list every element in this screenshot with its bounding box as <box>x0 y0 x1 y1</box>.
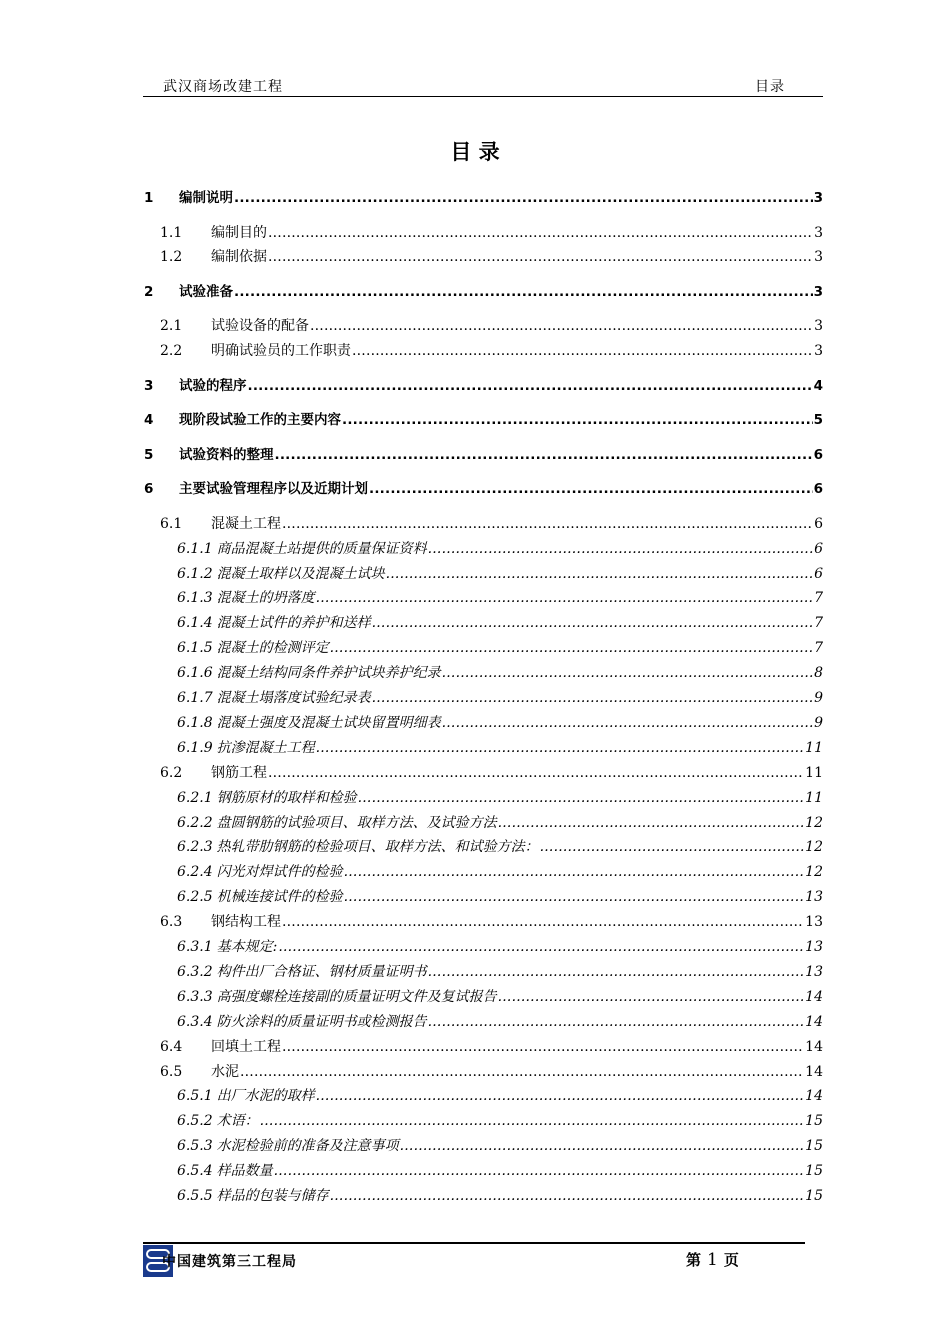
toc-entry-title: 构件出厂合格证、钢材质量证明书 <box>216 964 427 980</box>
toc-entry-title: 编制目的 <box>211 225 267 241</box>
toc-entry-title: 试验设备的配备 <box>211 318 309 334</box>
toc-entry-page: 13 <box>805 964 823 980</box>
toc-entry-title: 混凝土结构同条件养护试块养护纪录 <box>216 665 441 681</box>
toc-entry-title: 混凝土工程 <box>211 516 281 532</box>
toc-entry[interactable] <box>143 934 823 956</box>
toc-entry-title: 水泥检验前的准备及注意事项 <box>216 1138 399 1154</box>
toc-leader-dots <box>316 739 805 757</box>
toc-entry-page: 15 <box>805 1188 823 1204</box>
toc-entry-title: 闪光对焊试件的检验 <box>216 864 343 880</box>
toc-entry-title: 混凝土的检测评定 <box>216 640 329 656</box>
toc-entry-number: 6.5.3 <box>177 1138 213 1154</box>
page-title: 目 录 <box>450 140 500 164</box>
toc-entry-page: 6 <box>814 541 823 557</box>
toc-leader-dots <box>282 913 804 931</box>
toc-entry[interactable] <box>143 959 823 981</box>
toc-entry-page: 4 <box>813 378 823 394</box>
toc-entry-page: 3 <box>813 284 823 300</box>
toc-entry-page: 14 <box>805 989 823 1005</box>
toc-leader-dots <box>268 764 804 782</box>
toc-leader-dots <box>240 1063 804 1081</box>
toc-leader-dots <box>442 714 813 732</box>
toc-entry-page: 5 <box>813 412 823 428</box>
toc-entry-number: 6.3.4 <box>177 1014 213 1030</box>
toc-entry-number: 6.2 <box>160 765 183 781</box>
toc-entry-number: 6.4 <box>160 1039 183 1055</box>
toc-entry-number: 6.5.1 <box>177 1088 213 1104</box>
toc-entry[interactable] <box>143 859 823 881</box>
toc-entry[interactable] <box>143 1158 823 1180</box>
toc-entry-number: 6 <box>144 481 154 497</box>
toc-entry-number: 6.1.7 <box>177 690 213 706</box>
toc-leader-dots <box>268 248 813 266</box>
toc-entry-page: 7 <box>814 615 823 631</box>
toc-entry[interactable] <box>143 1083 823 1105</box>
toc-entry-title: 样品数量 <box>216 1163 273 1179</box>
toc-entry[interactable] <box>143 984 823 1006</box>
toc-entry[interactable] <box>143 1059 823 1081</box>
page-suffix: 页 <box>723 1251 739 1269</box>
toc-entry-title: 回填土工程 <box>211 1039 281 1055</box>
toc-entry-number: 6.1.5 <box>177 640 213 656</box>
toc-entry-title: 试验准备 <box>179 284 233 300</box>
toc-entry-page: 15 <box>805 1163 823 1179</box>
toc-entry-number: 5 <box>144 447 154 463</box>
toc-entry-title: 样品的包装与储存 <box>216 1188 329 1204</box>
toc-leader-dots <box>372 614 813 632</box>
toc-leader-dots <box>282 1038 804 1056</box>
toc-entry-page: 6 <box>813 447 823 463</box>
toc-entry-title: 基本规定: <box>216 939 278 955</box>
toc-entry-number: 6.5.4 <box>177 1163 213 1179</box>
toc-leader-dots <box>540 838 805 856</box>
toc-entry-title: 混凝土塌落度试验纪录表 <box>216 690 371 706</box>
toc-entry-number: 3 <box>144 378 154 394</box>
toc-entry-title: 高强度螺栓连接副的质量证明文件及复试报告 <box>216 989 497 1005</box>
toc-entry-page: 15 <box>805 1138 823 1154</box>
footer-page-number <box>686 1249 739 1270</box>
toc-leader-dots <box>282 515 813 533</box>
toc-entry-page: 14 <box>805 1014 823 1030</box>
toc-entry-page: 6 <box>814 516 823 532</box>
toc-entry-number: 6.2.5 <box>177 889 213 905</box>
toc-leader-dots <box>428 963 805 981</box>
toc-entry-page: 11 <box>805 765 823 781</box>
toc-entry-number: 6.5.2 <box>177 1113 213 1129</box>
toc-entry[interactable] <box>143 407 823 429</box>
toc-entry-page: 15 <box>805 1113 823 1129</box>
toc-entry[interactable] <box>143 442 823 464</box>
toc-entry-page: 14 <box>805 1064 823 1080</box>
toc-entry-page: 12 <box>805 864 823 880</box>
header-project-name: 武汉商场改建工程 <box>163 79 283 95</box>
toc-entry-page: 3 <box>814 343 823 359</box>
toc-entry-title: 抗渗混凝土工程 <box>216 740 315 756</box>
toc-entry-number: 6.5.5 <box>177 1188 213 1204</box>
toc-leader-dots <box>330 639 813 657</box>
toc-entry-page: 3 <box>814 249 823 265</box>
toc-entry-number: 6.1.8 <box>177 715 213 731</box>
toc-entry-number: 6.1 <box>160 516 183 532</box>
toc-leader-dots <box>274 1162 805 1180</box>
toc-leader-dots <box>234 189 813 207</box>
toc-entry-number: 6.2.2 <box>177 815 213 831</box>
toc-entry-number: 6.3.1 <box>177 939 213 955</box>
toc-entry[interactable] <box>143 785 823 807</box>
toc-leader-dots <box>344 863 805 881</box>
toc-entry-number: 6.2.3 <box>177 839 213 855</box>
toc-entry-title: 热轧带肋钢筋的检验项目、取样方法、和试验方法： <box>216 839 539 855</box>
toc-entry[interactable] <box>143 185 823 207</box>
toc-entry[interactable] <box>143 1183 823 1205</box>
toc-entry-page: 13 <box>805 889 823 905</box>
toc-entry-title: 编制依据 <box>211 249 267 265</box>
toc-entry[interactable] <box>143 760 823 782</box>
toc-entry-page: 9 <box>814 690 823 706</box>
toc-entry-page: 11 <box>805 740 823 756</box>
toc-entry-number: 6.1.4 <box>177 615 213 631</box>
page-prefix: 第 <box>686 1251 702 1269</box>
toc-entry-page: 6 <box>814 566 823 582</box>
toc-entry-page: 11 <box>805 790 823 806</box>
toc-entry-number: 1 <box>144 190 154 206</box>
toc-entry[interactable] <box>143 610 823 632</box>
footer-company-name: 中国建筑第三工程局 <box>162 1254 297 1270</box>
toc-leader-dots <box>260 1112 805 1130</box>
toc-entry[interactable] <box>143 1133 823 1155</box>
toc-entry[interactable] <box>143 810 823 832</box>
toc-entry-number: 6.1.9 <box>177 740 213 756</box>
toc-entry-page: 13 <box>805 939 823 955</box>
toc-entry-title: 机械连接试件的检验 <box>216 889 343 905</box>
toc-entry-title: 混凝土强度及混凝土试块留置明细表 <box>216 715 441 731</box>
toc-entry-title: 商品混凝土站提供的质量保证资料 <box>216 541 427 557</box>
toc-entry-page: 8 <box>814 665 823 681</box>
toc-leader-dots <box>234 283 813 301</box>
toc-entry[interactable] <box>143 561 823 583</box>
toc-leader-dots <box>358 789 805 807</box>
toc-leader-dots <box>248 377 813 395</box>
footer-divider <box>143 1242 805 1244</box>
toc-leader-dots <box>400 1137 805 1155</box>
toc-entry-title: 现阶段试验工作的主要内容 <box>179 412 341 428</box>
toc-entry-number: 6.3 <box>160 914 183 930</box>
toc-entry-page: 6 <box>813 481 823 497</box>
toc-entry-number: 6.2.4 <box>177 864 213 880</box>
toc-entry-page: 12 <box>805 815 823 831</box>
toc-entry-title: 主要试验管理程序以及近期计划 <box>179 481 368 497</box>
toc-entry-title: 盘圆钢筋的试验项目、取样方法、及试验方法 <box>216 815 497 831</box>
toc-entry-number: 6.1.3 <box>177 590 213 606</box>
toc-entry[interactable] <box>143 685 823 707</box>
toc-leader-dots <box>342 411 813 429</box>
toc-leader-dots <box>330 1187 805 1205</box>
toc-leader-dots <box>442 664 813 682</box>
toc-entry-page: 12 <box>805 839 823 855</box>
toc-leader-dots <box>278 938 804 956</box>
toc-leader-dots <box>369 480 813 498</box>
toc-entry[interactable] <box>143 1034 823 1056</box>
toc-entry-page: 3 <box>814 318 823 334</box>
toc-entry[interactable] <box>143 635 823 657</box>
toc-entry-number: 6.5 <box>160 1064 183 1080</box>
toc-leader-dots <box>386 565 813 583</box>
header-section-name: 目录 <box>755 79 785 95</box>
toc-entry-title: 出厂水泥的取样 <box>216 1088 315 1104</box>
toc-entry[interactable] <box>143 710 823 732</box>
toc-entry-page: 3 <box>814 225 823 241</box>
toc-entry-page: 14 <box>805 1088 823 1104</box>
toc-entry-number: 6.3.2 <box>177 964 213 980</box>
toc-leader-dots <box>498 814 805 832</box>
toc-entry-number: 6.3.3 <box>177 989 213 1005</box>
toc-entry-page: 7 <box>814 640 823 656</box>
toc-entry[interactable] <box>143 536 823 558</box>
toc-entry[interactable] <box>143 220 823 242</box>
toc-entry[interactable] <box>143 511 823 533</box>
toc-entry-title: 明确试验员的工作职责 <box>211 343 351 359</box>
toc-entry-title: 钢筋工程 <box>211 765 267 781</box>
toc-entry-number: 6.1.2 <box>177 566 213 582</box>
toc-entry-number: 1.2 <box>160 249 183 265</box>
toc-entry-number: 6.1.1 <box>177 541 213 557</box>
toc-entry-page: 3 <box>813 190 823 206</box>
toc-entry-page: 13 <box>805 914 823 930</box>
toc-entry-page: 14 <box>805 1039 823 1055</box>
toc-entry[interactable] <box>143 585 823 607</box>
toc-entry-title: 混凝土取样以及混凝土试块 <box>216 566 385 582</box>
toc-entry-number: 4 <box>144 412 154 428</box>
toc-leader-dots <box>275 446 813 464</box>
toc-entry[interactable] <box>143 1108 823 1130</box>
toc-entry[interactable] <box>143 735 823 757</box>
toc-entry[interactable] <box>143 660 823 682</box>
toc-entry-title: 试验资料的整理 <box>179 447 274 463</box>
toc-entry[interactable] <box>143 884 823 906</box>
toc-entry-page: 9 <box>814 715 823 731</box>
toc-entry-number: 2.2 <box>160 343 183 359</box>
toc-entry-title: 试验的程序 <box>179 378 247 394</box>
toc-entry[interactable] <box>143 476 823 498</box>
toc-entry[interactable] <box>143 244 823 266</box>
toc-entry-number: 2.1 <box>160 318 183 334</box>
toc-leader-dots <box>316 589 813 607</box>
toc-leader-dots <box>344 888 805 906</box>
toc-leader-dots <box>428 540 813 558</box>
toc-leader-dots <box>268 224 813 242</box>
toc-entry-title: 混凝土的坍落度 <box>216 590 315 606</box>
toc-entry-title: 防火涂料的质量证明书或检测报告 <box>216 1014 427 1030</box>
toc-entry[interactable] <box>143 338 823 360</box>
toc-entry-title: 水泥 <box>211 1064 239 1080</box>
toc-entry-title: 钢结构工程 <box>211 914 281 930</box>
toc-entry-number: 1.1 <box>160 225 183 241</box>
toc-entry[interactable] <box>143 373 823 395</box>
toc-entry[interactable] <box>143 834 823 856</box>
toc-leader-dots <box>352 342 813 360</box>
toc-entry-number: 2 <box>144 284 154 300</box>
toc-leader-dots <box>316 1087 805 1105</box>
toc-entry-page: 7 <box>814 590 823 606</box>
toc-entry[interactable] <box>143 1009 823 1031</box>
toc-leader-dots <box>428 1013 805 1031</box>
toc-leader-dots <box>310 317 813 335</box>
toc-entry-title: 术语： <box>216 1113 259 1129</box>
toc-leader-dots <box>498 988 805 1006</box>
toc-entry-title: 编制说明 <box>179 190 233 206</box>
toc-entry-number: 6.1.6 <box>177 665 213 681</box>
toc-entry[interactable] <box>143 313 823 335</box>
toc-entry[interactable] <box>143 909 823 931</box>
toc-entry-number: 6.2.1 <box>177 790 213 806</box>
toc-leader-dots <box>372 689 813 707</box>
toc-entry-title: 混凝土试件的养护和送样 <box>216 615 371 631</box>
toc-entry[interactable] <box>143 279 823 301</box>
page-header <box>143 74 823 97</box>
page-number: 1 <box>707 1250 718 1270</box>
toc-entry-title: 钢筋原材的取样和检验 <box>216 790 357 806</box>
